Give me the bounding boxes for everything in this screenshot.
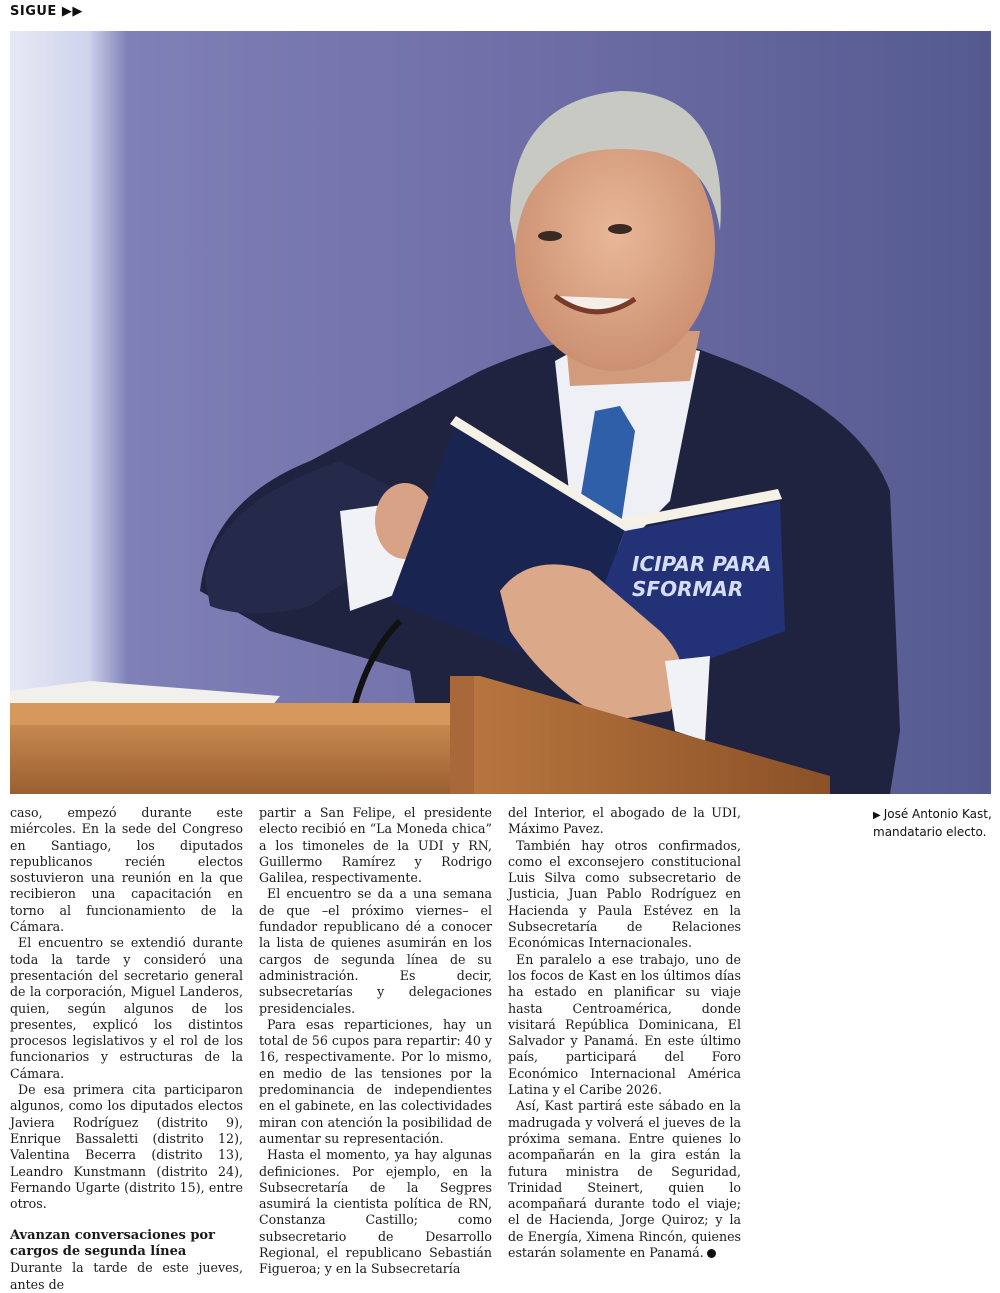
article-column-3: [508, 805, 741, 1261]
paragraph-final: [508, 1098, 741, 1261]
end-mark-icon: [707, 1249, 716, 1258]
paragraph: Para esas reparticiones, hay un total de 56 cupos para repartir: 40 y 16, respectivamente. Por lo mismo, en medio de las tensiones por la predominancia de independientes en el gabinete, en las colectividades miran con atención la posibilidad de aumentar su representación.: [259, 1016, 492, 1146]
photo-caption: [873, 806, 998, 840]
paragraph: partir a San Felipe, el presidente electo recibió en “La Moneda chica” a los timoneles de la UDI y RN, Guillermo Ramírez y Rodrigo Galilea, respectivamente.: [259, 805, 492, 886]
article-subheading: Avanzan conversaciones por cargos de segunda línea: [10, 1228, 215, 1259]
article-column-2: [259, 805, 492, 1278]
article-photo: [10, 31, 991, 794]
svg-text:SFORMAR: SFORMAR: [632, 577, 744, 601]
paragraph: del Interior, el abogado de la UDI, Máximo Pavez.: [508, 805, 741, 837]
article-column-1: [10, 805, 243, 1293]
section-label-sigue: SIGUE ▶▶: [10, 4, 83, 19]
paragraph: En paralelo a ese trabajo, uno de los focos de Kast en los últimos días ha estado en planificar su viaje hasta Centroamérica, donde visitará República Dominicana, El Salvador y Panamá. En este último país, participará del Foro Económico Internacional América Latina y el Caribe 2026.: [508, 951, 741, 1098]
triangle-right-icon: ▶: [873, 810, 881, 821]
paragraph-text: Así, Kast partirá este sábado en la madrugada y volverá el jueves de la próxima semana. Entre quienes lo acompañarán en la gira están la futura ministra de Seguridad, Trinidad Steinert, quien lo acompañará durante todo el viaje; el de Hacienda, Jorge Quiroz; y la de Energía, Ximena Rincón, quienes estarán solamente en Panamá.: [508, 1098, 741, 1261]
caption-line-1: José Antonio Kast,: [883, 807, 992, 821]
paragraph: caso, empezó durante este miércoles. En la sede del Congreso en Santiago, los diputados republicanos recién electos sostuvieron una reunión en la que recibieron una capacitación en torno al funcionamiento de la Cámara.: [10, 805, 243, 935]
caption-line-2: mandatario electo.: [873, 825, 987, 839]
paragraph: De esa primera cita participaron algunos, como los diputados electos Javiera Rodríguez (distrito 9), Enrique Bassaletti (distrito 12), Valentina Becerra (distrito 13), Leandro Kunstmann (distrito 24), Fernando Ugarte (distrito 15), entre otros.: [10, 1082, 243, 1212]
paragraph: El encuentro se extendió durante toda la tarde y consideró una presentación del secretario general de la corporación, Miguel Landeros, quien, según algunos de los presentes, explicó los distintos procesos legislativos y el rol de los funcionarios y estructuras de la Cámara.: [10, 935, 243, 1081]
paragraph: Hasta el momento, ya hay algunas definiciones. Por ejemplo, en la Subsecretaría de la Segpres asumirá la cientista política de RN, Constanza Castillo; como subsecretario de Desarrollo Regional, el republicano Sebastián Figueroa; y en la Subsecretaría: [259, 1147, 492, 1277]
svg-text:ICIPAR PARA: ICIPAR PARA: [632, 552, 772, 576]
paragraph: El encuentro se da a una semana de que –el próximo viernes– el fundador republicano dé a conocer la lista de quienes asumirán en los cargos de segunda línea de su administración. Es decir, subsecretarías y delegaciones presidenciales.: [259, 886, 492, 1016]
paragraph: Durante la tarde de este jueves, antes de: [10, 1260, 243, 1292]
paragraph: También hay otros confirmados, como el exconsejero constitucional Luis Silva como subsecretario de Justicia, Juan Pablo Rodríguez en Hacienda y Paula Estévez en la Subsecretaría de Relaciones Económicas Internacionales.: [508, 837, 741, 951]
